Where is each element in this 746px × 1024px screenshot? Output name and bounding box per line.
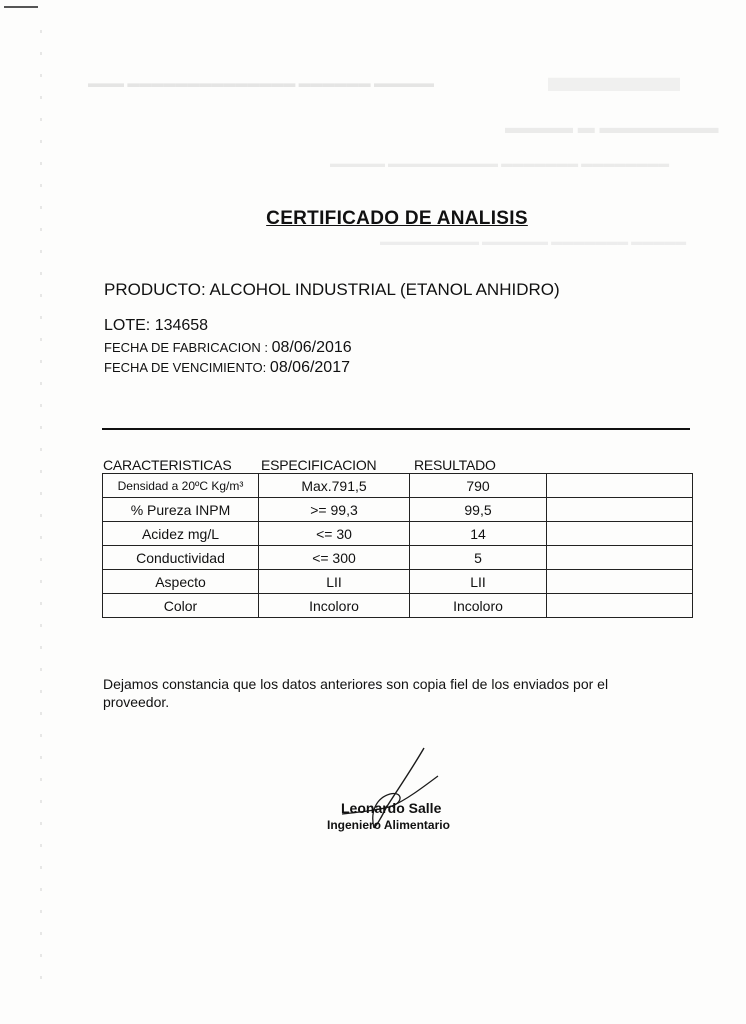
expiry-date-line	[104, 359, 350, 377]
specification-cell: Max.791,5	[259, 474, 410, 498]
result-cell: 14	[410, 522, 547, 546]
specification-cell: >= 99,3	[259, 498, 410, 522]
analysis-table	[102, 473, 693, 618]
table-row	[103, 594, 693, 618]
lot-line	[104, 317, 208, 335]
empty-cell	[547, 546, 693, 570]
signatory-role: Ingeniero Alimentario	[327, 818, 450, 832]
characteristic-cell: Densidad a 20ºC Kg/m³	[103, 474, 259, 498]
result-cell: 5	[410, 546, 547, 570]
scan-left-edge-artifact	[40, 30, 42, 990]
certificate-title: CERTIFICADO DE ANALISIS	[266, 208, 528, 229]
specification-cell: <= 30	[259, 522, 410, 546]
table-row	[103, 522, 693, 546]
result-cell: 99,5	[410, 498, 547, 522]
characteristic-cell: Acidez mg/L	[103, 522, 259, 546]
bleed-through-line: ▬▬▬▬▬ ▬▬▬▬▬▬ ▬▬▬▬▬▬▬▬▬▬▬▬▬▬ ▬▬▬	[88, 76, 435, 90]
product-label: PRODUCTO:	[104, 280, 206, 299]
certification-statement: Dejamos constancia que los datos anteriores son copia fiel de los enviados por el proveedor.	[103, 676, 609, 710]
empty-cell	[547, 498, 693, 522]
column-header-characteristics: CARACTERISTICAS	[103, 457, 232, 473]
column-header-result: RESULTADO	[414, 457, 496, 473]
lot-label: LOTE:	[104, 317, 151, 334]
bleed-through-logo: ▬▬▬	[548, 52, 680, 101]
characteristic-cell: Conductividad	[103, 546, 259, 570]
specification-cell: LII	[259, 570, 410, 594]
scan-edge-mark	[4, 6, 38, 8]
bleed-through-heading: ▬▬▬▬▬▬▬ ▬ ▬▬▬▬	[505, 118, 719, 137]
empty-cell	[547, 570, 693, 594]
expiry-date-value: 08/06/2017	[269, 359, 350, 376]
specification-cell: Incoloro	[259, 594, 410, 618]
table-row	[103, 474, 693, 498]
manufacture-date-value: 08/06/2016	[271, 339, 352, 356]
table-row	[103, 546, 693, 570]
bleed-through-text: ▬▬▬▬▬▬▬▬ ▬▬▬▬▬▬▬ ▬▬▬▬▬▬▬▬▬▬ ▬▬▬▬▬	[330, 158, 670, 170]
empty-cell	[547, 474, 693, 498]
result-cell: Incoloro	[410, 594, 547, 618]
lot-value: 134658	[154, 317, 209, 334]
specification-cell: <= 300	[259, 546, 410, 570]
column-header-specification: ESPECIFICACION	[261, 457, 377, 473]
product-line	[104, 280, 560, 300]
table-row	[103, 498, 693, 522]
manufacture-date-label: FECHA DE FABRICACION :	[104, 340, 268, 355]
characteristic-cell: Aspecto	[103, 570, 259, 594]
characteristic-cell: Color	[103, 594, 259, 618]
signatory-name: Leonardo Salle	[341, 800, 442, 816]
result-cell: 790	[410, 474, 547, 498]
empty-cell	[547, 522, 693, 546]
product-value: ALCOHOL INDUSTRIAL (ETANOL ANHIDRO)	[209, 280, 560, 299]
section-divider	[102, 428, 690, 430]
result-cell: LII	[410, 570, 547, 594]
manufacture-date-line	[104, 339, 352, 357]
table-row	[103, 570, 693, 594]
characteristic-cell: % Pureza INPM	[103, 498, 259, 522]
bleed-through-text: ▬▬▬▬▬ ▬▬▬▬▬▬▬ ▬▬▬▬▬▬ ▬▬▬▬▬▬▬▬▬	[380, 236, 687, 248]
empty-cell	[547, 594, 693, 618]
expiry-date-label: FECHA DE VENCIMIENTO:	[104, 360, 267, 375]
